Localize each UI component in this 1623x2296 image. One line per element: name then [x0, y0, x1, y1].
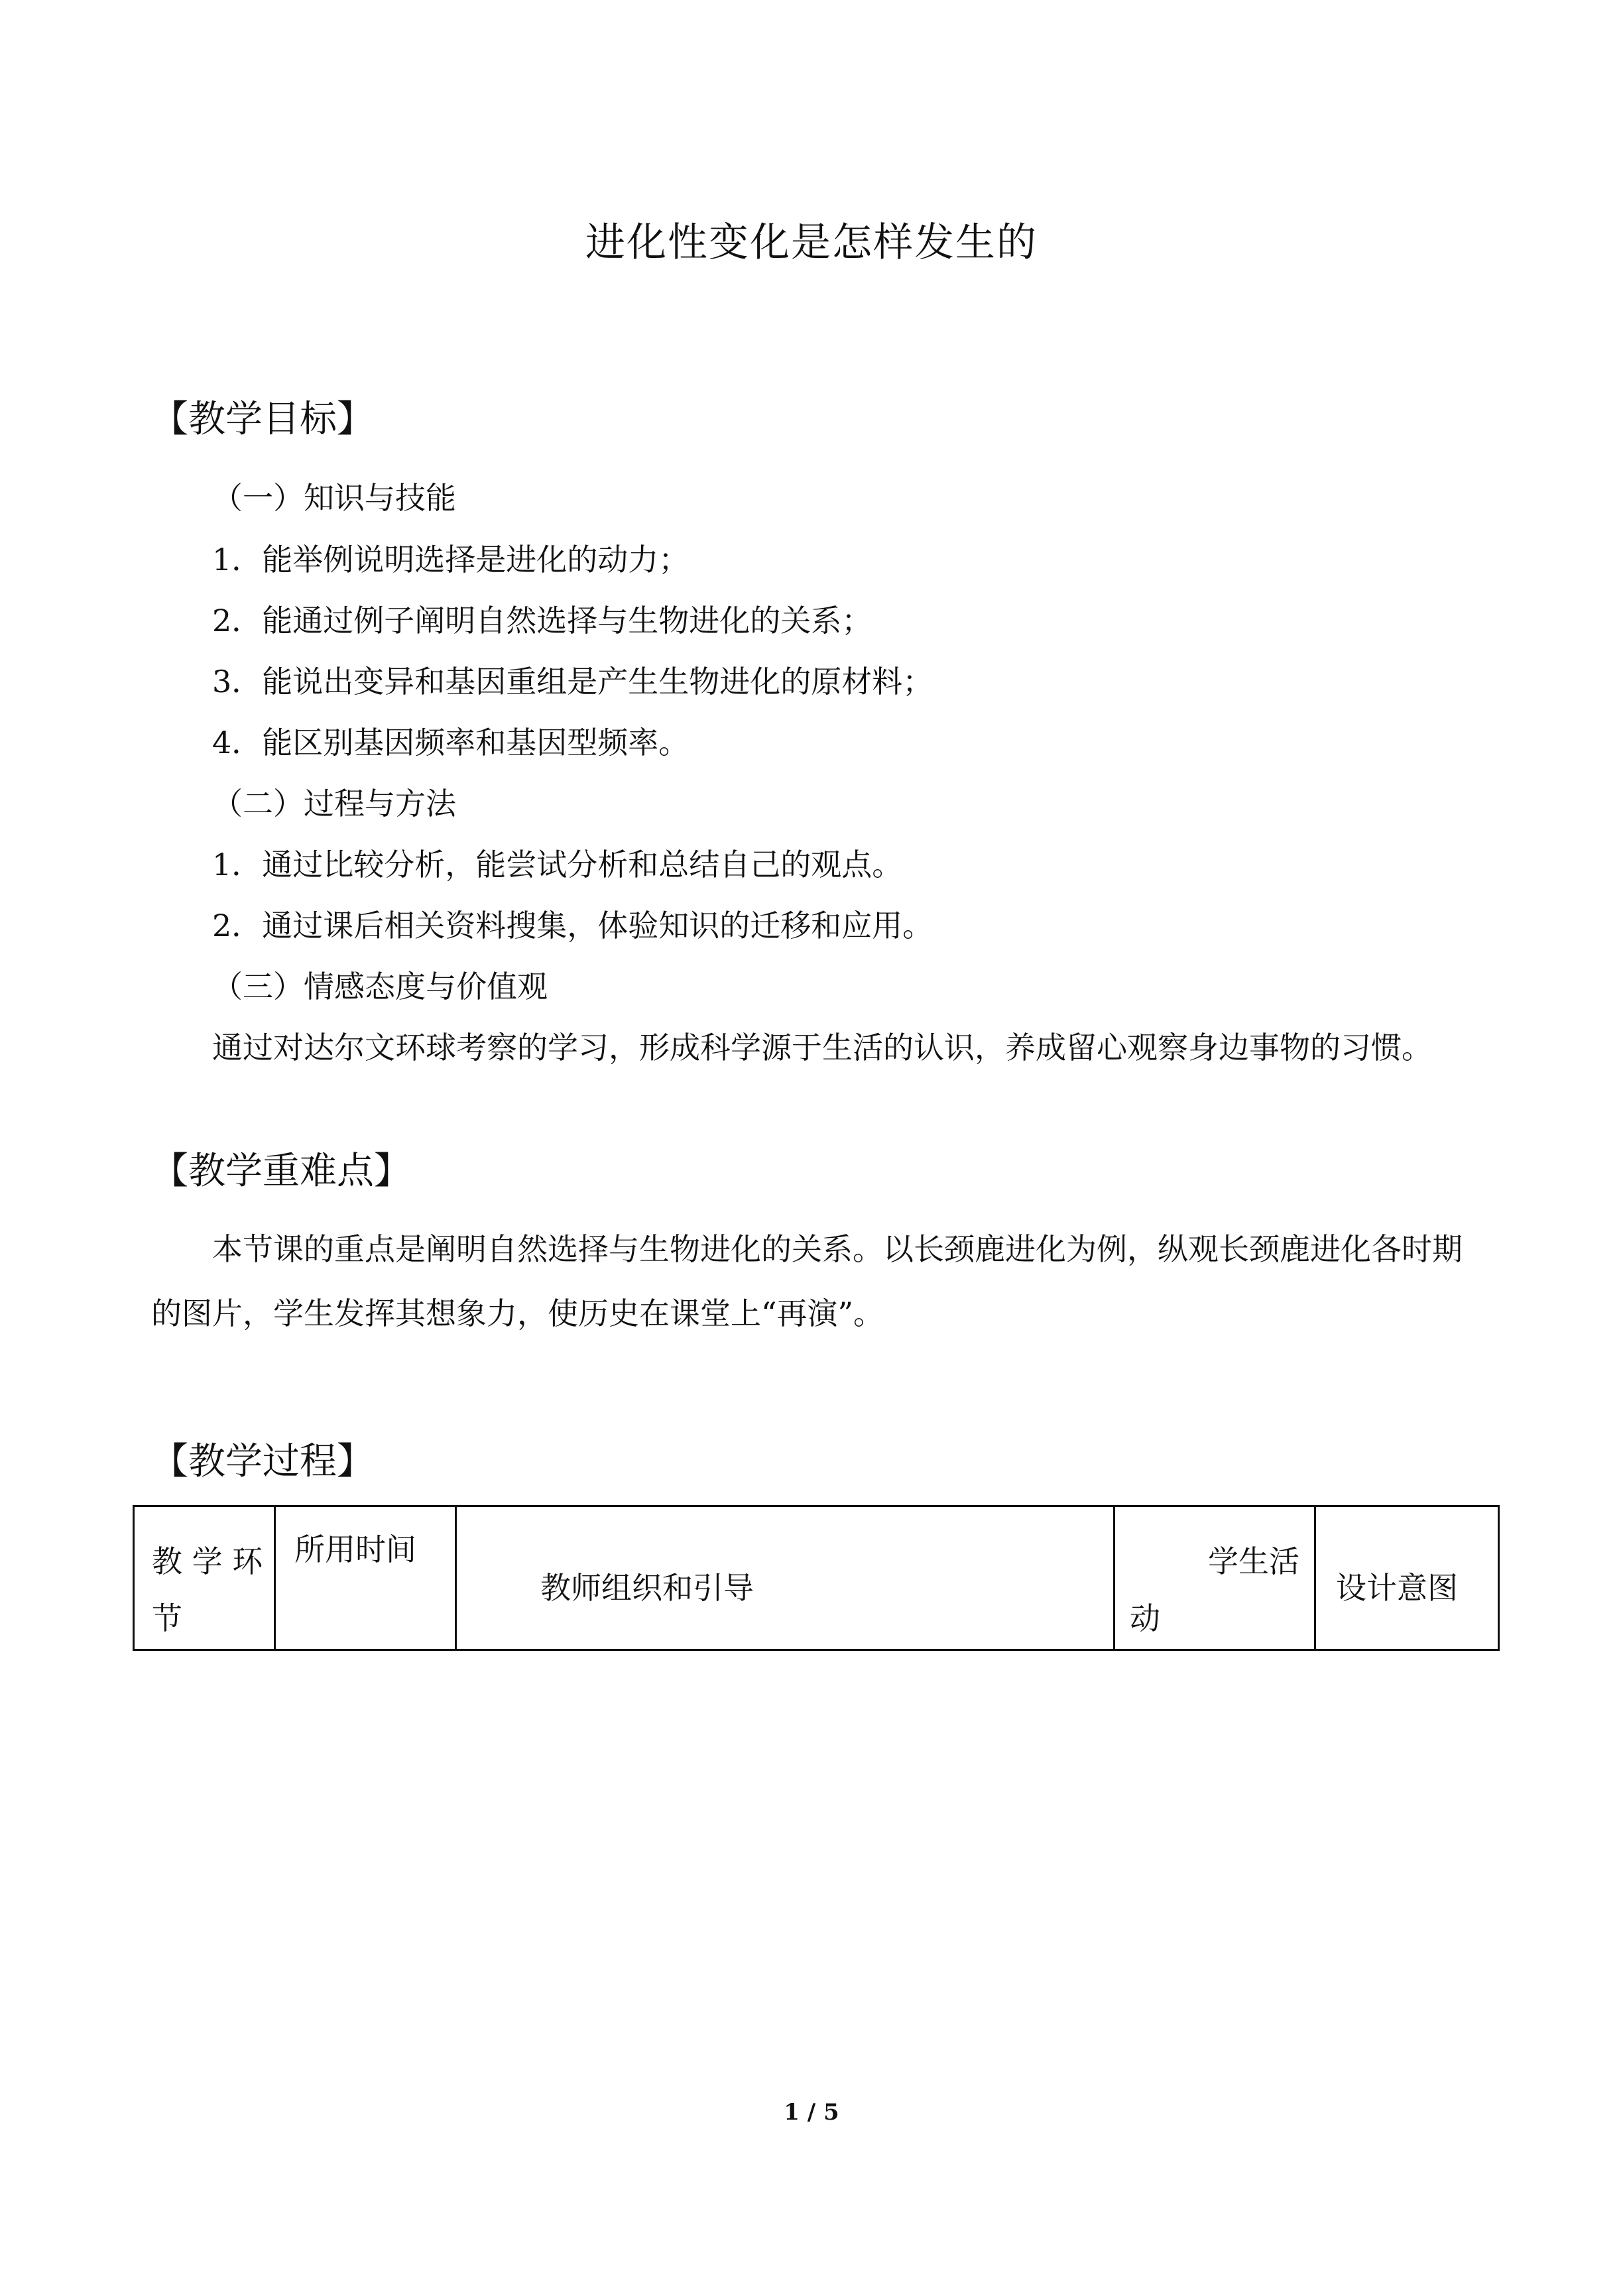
header-cell-design — [1315, 1506, 1499, 1650]
header-stage-line1: 教 学 环 — [152, 1543, 263, 1579]
knowledge-label: （一）知识与技能 — [212, 480, 456, 516]
header-teacher: 教师组织和引导 — [540, 1570, 754, 1606]
process-item-1: 1．通过比较分析，能尝试分析和总结自己的观点。 — [212, 847, 903, 882]
header-cell-stage — [134, 1506, 275, 1650]
header-stage-line2: 节 — [152, 1601, 182, 1636]
key-points-text: 本节课的重点是阐明自然选择与生物进化的关系。以长颈鹿进化为例，纵观长颈鹿进化各时期的图片，学生发挥其想象力，使历史在课堂上“再演”。 — [151, 1231, 1463, 1331]
teaching-process-heading: 【教学过程】 — [151, 1440, 374, 1483]
header-cell-time — [275, 1506, 456, 1650]
page-title: 进化性变化是怎样发生的 — [585, 219, 1038, 266]
key-points-heading: 【教学重难点】 — [151, 1150, 411, 1193]
emotion-label: （三）情感态度与价值观 — [212, 969, 548, 1004]
table-header-row — [134, 1506, 1499, 1650]
header-cell-student — [1114, 1506, 1315, 1650]
header-cell-teacher — [456, 1506, 1114, 1650]
process-item-2: 2．通过课后相关资料搜集，体验知识的迁移和应用。 — [212, 908, 933, 943]
emotion-text: 通过对达尔文环球考察的学习，形成科学源于生活的认识，养成留心观察身边事物的习惯。 — [212, 1030, 1432, 1065]
page-number: 1 / 5 — [784, 2099, 839, 2126]
header-time: 所用时间 — [294, 1532, 416, 1567]
knowledge-item-3: 3．能说出变异和基因重组是产生生物进化的原材料； — [212, 664, 933, 699]
knowledge-item-2: 2．能通过例子阐明自然选择与生物进化的关系； — [212, 603, 872, 638]
knowledge-item-1: 1．能举例说明选择是进化的动力； — [212, 542, 690, 577]
objectives-heading: 【教学目标】 — [151, 398, 374, 441]
header-student-line1: 学生活 — [1208, 1543, 1299, 1579]
teaching-process-table — [133, 1505, 1500, 1651]
knowledge-item-4: 4．能区别基因频率和基因型频率。 — [212, 725, 690, 760]
header-student-line2: 动 — [1130, 1601, 1160, 1636]
header-design: 设计意图 — [1336, 1570, 1458, 1606]
process-label: （二）过程与方法 — [212, 786, 456, 821]
